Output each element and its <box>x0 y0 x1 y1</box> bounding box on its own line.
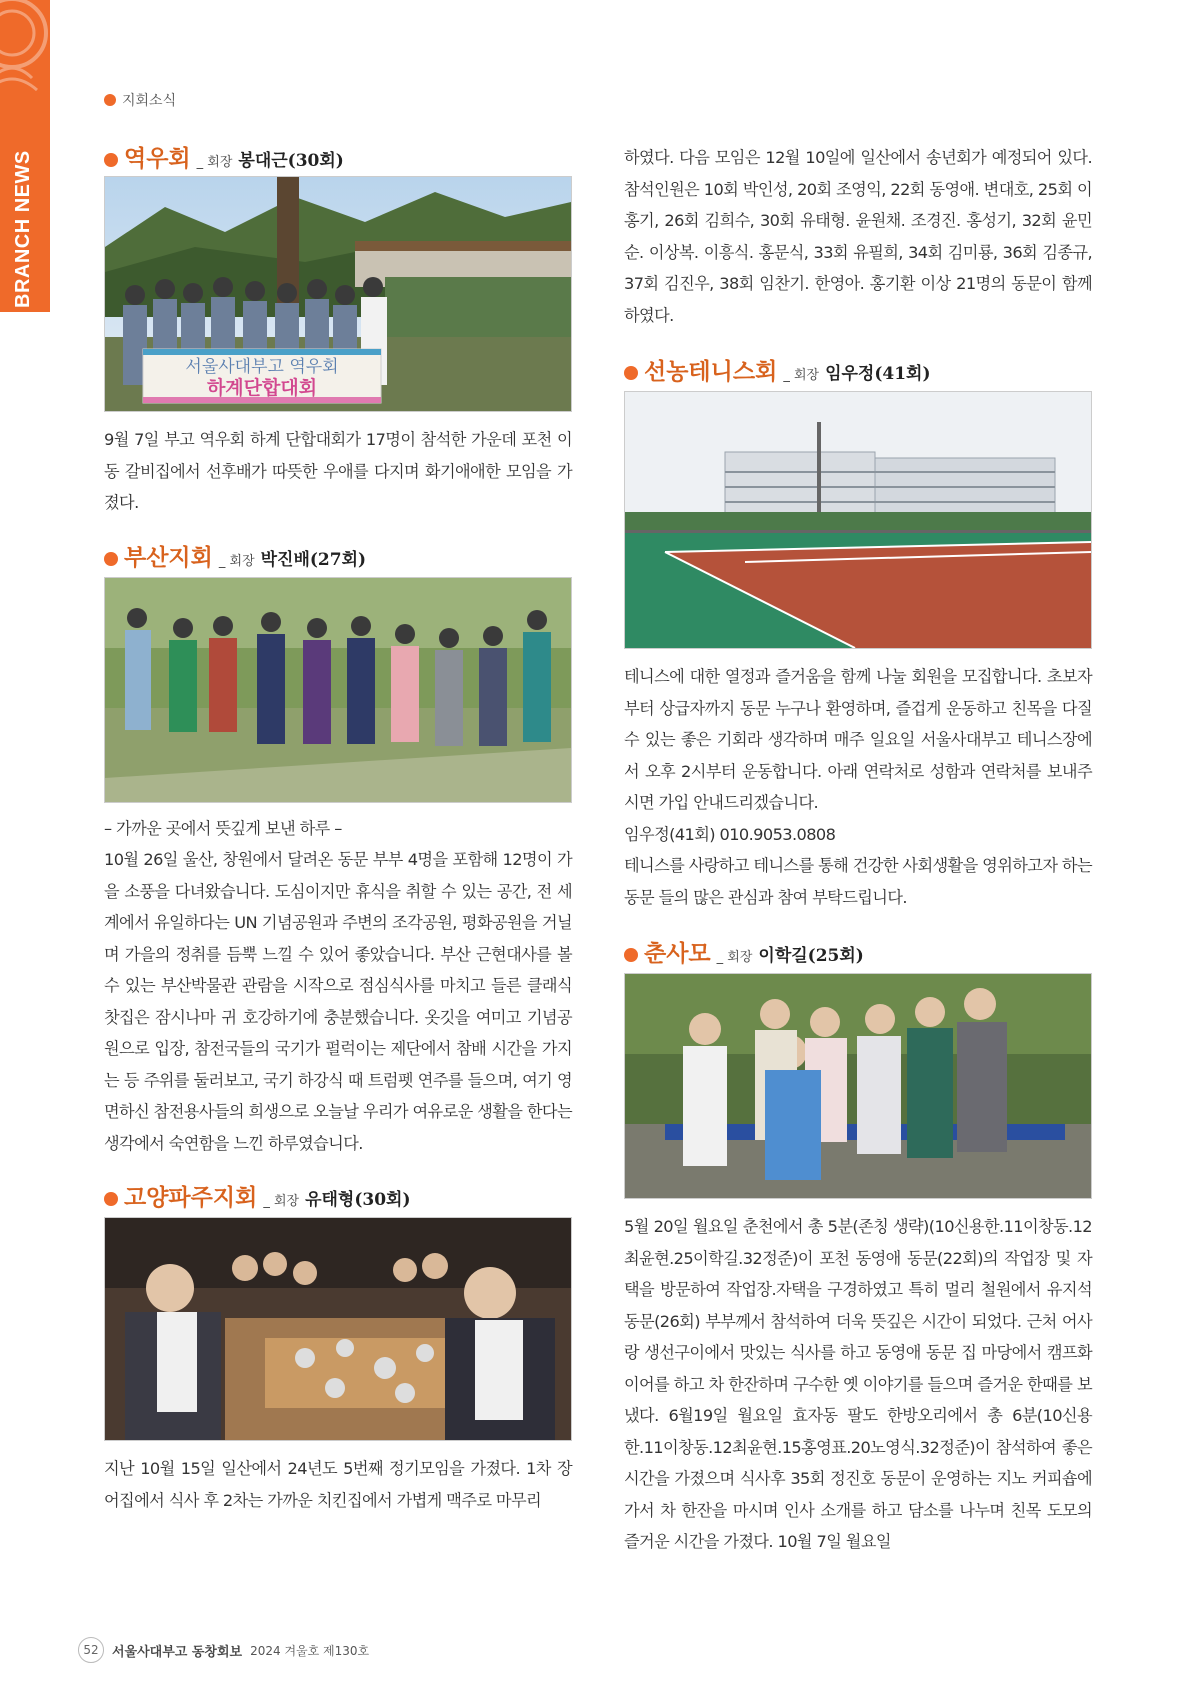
bullet-dot-icon <box>104 153 118 167</box>
article-president: 이학길(25회) <box>758 946 864 966</box>
left-column <box>104 140 572 1516</box>
branch-news-label: BRANCH NEWS <box>12 150 34 308</box>
photo-goyang-dinner <box>104 1217 572 1441</box>
article-president: 박진배(27회) <box>260 549 367 570</box>
bullet-dot-icon <box>104 1192 118 1206</box>
right-column <box>624 142 1092 1558</box>
article-body-continued: 하였다. 다음 모임은 12월 10일에 일산에서 송년회가 예정되어 있다. 참석인원은 10회 박인성, 20회 조영익, 22회 동영애. 변대호, 25회 이홍기, 26회 김희수, 30회 유태형. 윤원채. 조경진. 홍성기, 32회 윤민순. 이상복. 이흥식. 홍문식, 33회 유필희, 34회 김미룡, 36회 김종규, 37회 김진우, 38회 임찬기. 한영아. 홍기환 이상 21명의 동문이 함께 하였다. <box>624 148 1092 325</box>
article-subtitle: – 가까운 곳에서 뜻깊게 보낸 하루 – <box>104 818 342 838</box>
bullet-dot-icon <box>104 552 118 566</box>
photo-tennis-court <box>624 391 1092 649</box>
article-contact: 임우정(41회) 010.9053.0808 <box>624 824 836 844</box>
page-footer <box>78 1637 369 1663</box>
banner-line1: 서울사대부고 역우회 <box>185 357 339 377</box>
article-heading-tennis <box>624 353 1092 393</box>
article-title: 부산지회 <box>124 544 213 571</box>
article-role: _ 회장 <box>196 155 233 170</box>
article-body: 10월 26일 울산, 창원에서 달려온 동문 부부 4명을 포함해 12명이 가을 소풍을 다녀왔습니다. 도심이지만 휴식을 취할 수 있는 공간, 전 세계에서 유일하다는 UN 기념공원과 주변의 조각공원, 평화공원을 거닐며 가을의 정취를 듬뿍 느낄 수 있어 좋았습니다. 부산 근현대사를 볼 수 있는 부산박물관 관람을 시작으로 점심식사를 마치고 들른 클래식 찻집은 잠시나마 귀 호강하기에 충분했습니다. 옷깃을 여미고 기념공원으로 입장, 참전국들의 국기가 펄럭이는 제단에서 참배 시간을 가지는 등 주위를 둘러보고, 국기 하강식 때 트럼펫 연주를 들으며, 여기 영면하신 참전용사들의 희생으로 오늘날 우리가 여유로운 생활을 한다는 생각에서 숙연함을 느낀 하루였습니다. <box>104 850 572 1153</box>
article-president: 유태형(30회) <box>305 1190 411 1210</box>
bullet-dot-icon <box>624 948 638 962</box>
article-president: 봉대근(30회) <box>238 151 344 171</box>
article-title: 춘사모 <box>644 941 711 967</box>
article-body: 9월 7일 부고 역우회 하계 단합대회가 17명이 참석한 가운데 포천 이동 갈비집에서 선후배가 따뜻한 우애를 다지며 화기애애한 모임을 가졌다. <box>104 430 572 512</box>
article-body: 지난 10월 15일 일산에서 24년도 5번째 정기모임을 가졌다. 1차 장어집에서 식사 후 2차는 가까운 치킨집에서 가볍게 맥주로 마무리 <box>104 1459 572 1510</box>
photo-busan-group <box>104 577 572 803</box>
page-number: 52 <box>78 1637 104 1663</box>
article-president: 임우정(41회) <box>825 364 931 384</box>
photo-yeokwoo-group <box>104 176 572 412</box>
article-role: _ 회장 <box>218 553 255 569</box>
article-heading-chunsamo <box>624 935 1092 975</box>
publication-name: 서울사대부고 동창회보 <box>112 1644 243 1660</box>
issue-label: 2024 겨울호 제130호 <box>250 1643 370 1658</box>
school-emblem-icon <box>0 0 50 108</box>
bullet-dot-icon <box>624 366 638 380</box>
article-role: _ 회장 <box>263 1194 300 1209</box>
article-title: 역우회 <box>124 146 191 172</box>
section-label: 지회소식 <box>122 93 177 109</box>
article-body: 테니스에 대한 열정과 즐거움을 함께 나눌 회원을 모집합니다. 초보자부터 상급자까지 동문 누구나 환영하며, 즐겁게 운동하고 친목을 다질 수 있는 좋은 기회라 생각하며 매주 일요일 서울사대부고 테니스장에서 오후 2시부터 운동합니다. 아래 연락처로 성함과 연락처를 보내주시면 가입 안내드리겠습니다. <box>624 667 1092 812</box>
branch-news-tab <box>0 0 50 312</box>
section-tag <box>104 90 176 110</box>
article-heading-busan <box>104 539 572 579</box>
article-title: 선농테니스회 <box>644 359 778 385</box>
article-heading-goyang <box>104 1179 572 1219</box>
article-title: 고양파주지회 <box>124 1185 258 1211</box>
bullet-dot-icon <box>104 94 116 106</box>
article-body: 5월 20일 월요일 춘천에서 총 5분(존칭 생략)(10신용한.11이창동.12최윤현.25이학길.32정준)이 포천 동영애 동문(22회)의 작업장 및 자택을 방문하여 작업장.자택을 구경하였고 특히 멀리 철원에서 유지석 동문(26회) 부부께서 참석하여 더욱 뜻깊은 시간이 되었다. 근처 어사랑 생선구이에서 맛있는 식사를 하고 동영애 동문 집 마당에서 캠프화이어를 하고 차 한잔하며 구수한 옛 이야기를 들으며 즐거운 한때를 보냈다. 6월19일 월요일 효자동 팔도 한방오리에서 총 6분(10신용한.11이창동.12최윤현.15홍영표.20노영식.32정준)이 참석하여 좋은시간을 가졌으며 식사후 35회 정진호 동문이 운영하는 지노 커피숍에 가서 차 한잔을 마시며 인사 소개를 하고 담소를 나누며 친목 도모의 즐거운 시간을 가졌다. 10월 7일 월요일 <box>624 1217 1092 1551</box>
article-heading-yeokwoo <box>104 140 572 180</box>
article-role: _ 회장 <box>716 950 753 965</box>
article-closing: 테니스를 사랑하고 테니스를 통해 건강한 사회생활을 영위하고자 하는 동문 들의 많은 관심과 참여 부탁드립니다. <box>624 856 1092 907</box>
banner-line2: 하계단합대회 <box>206 377 318 399</box>
photo-chunsamo-group <box>624 973 1092 1199</box>
article-role: _ 회장 <box>783 368 820 383</box>
